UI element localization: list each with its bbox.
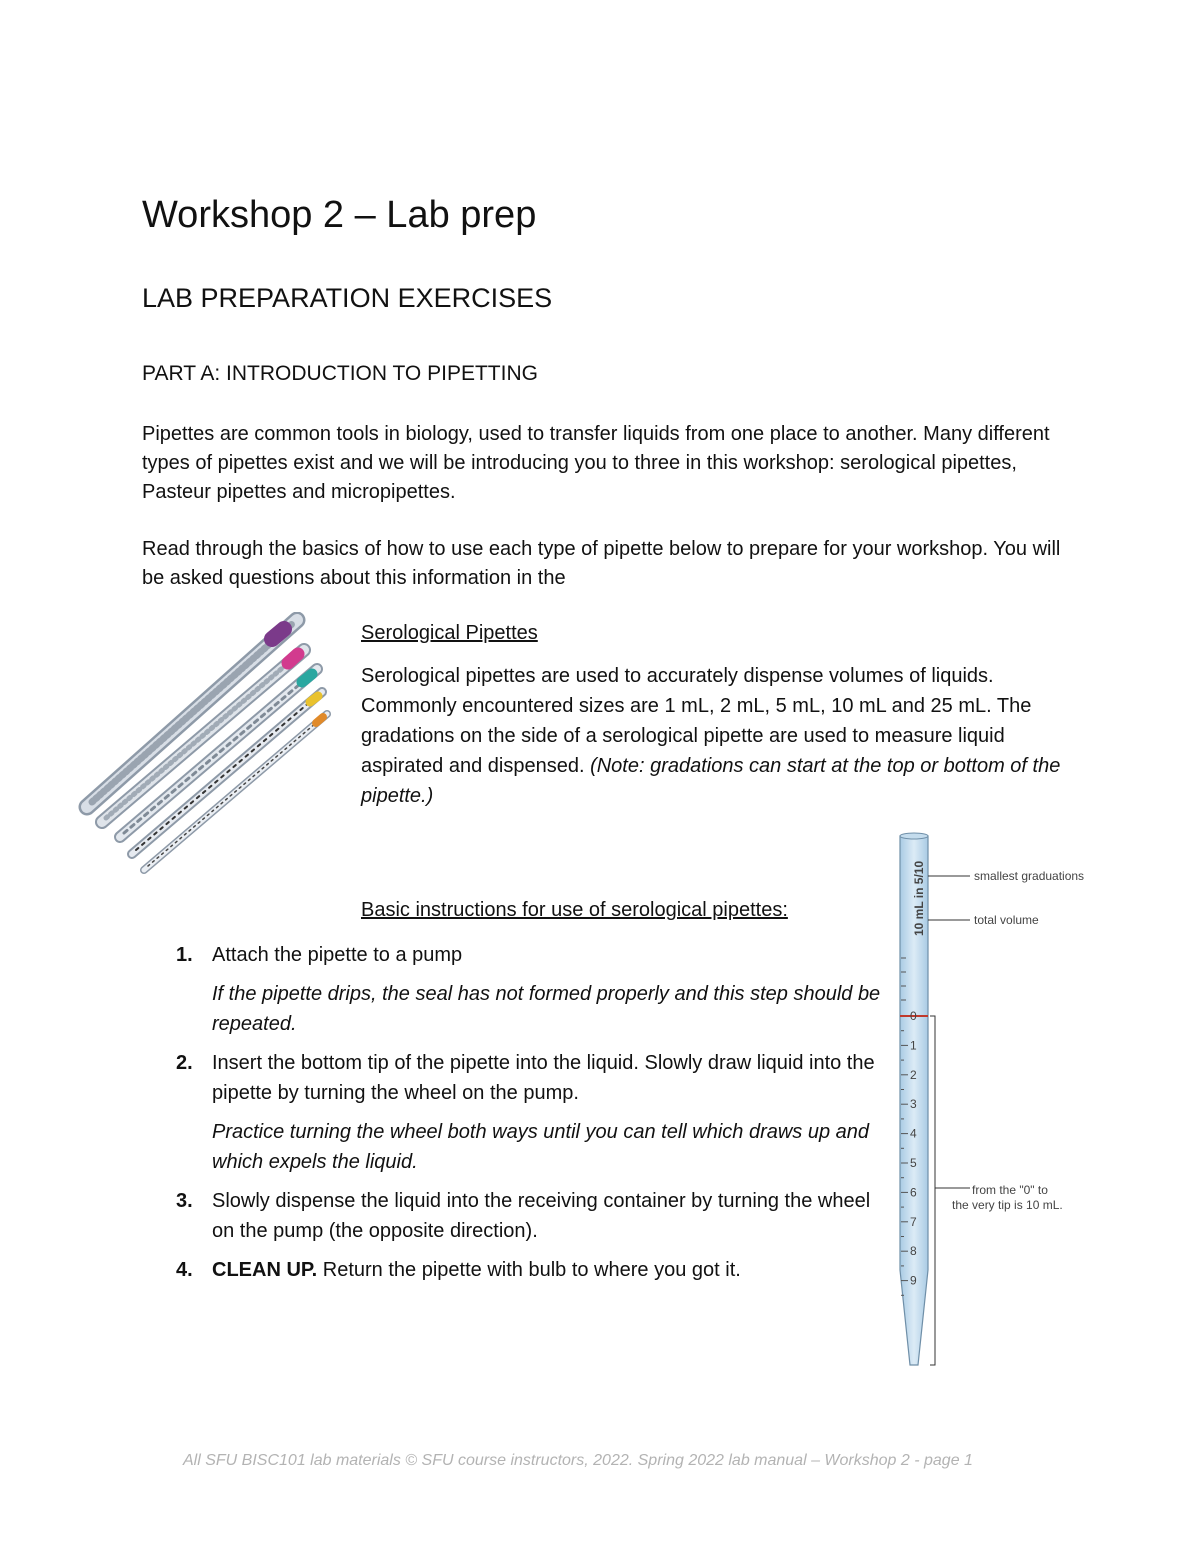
scale-label: 4: [910, 1126, 917, 1141]
label-tip-line-1: from the "0" to: [972, 1183, 1048, 1197]
page-title: Workshop 2 – Lab prep: [142, 194, 537, 236]
scale-label: 8: [910, 1244, 917, 1259]
step-note: Practice turning the wheel both ways until you can tell which draws up and which expels the liquid.: [212, 1121, 870, 1173]
step-number: 3.: [176, 1190, 193, 1212]
label-tip-line-2: the very tip is 10 mL.: [952, 1198, 1063, 1212]
serological-heading: Serological Pipettes: [361, 622, 538, 644]
pipette-printed-text: 10 mL in 5/10: [912, 860, 926, 936]
instruction-steps: [142, 940, 892, 1285]
intro-paragraph-1: Pipettes are common tools in biology, used to transfer liquids from one place to another. Many different types of pipettes exist and we will be introducing you to three in this workshop: serological pipettes, Pasteur pipettes and micropipettes.: [142, 423, 1050, 503]
step-bold: CLEAN UP.: [212, 1259, 318, 1281]
step-item: [142, 1255, 892, 1285]
scale-label: 6: [910, 1185, 917, 1200]
step-number: 2.: [176, 1052, 193, 1074]
label-total-volume: total volume: [974, 913, 1039, 927]
scale-label: 5: [910, 1156, 917, 1170]
scale-label: 0: [910, 1009, 917, 1023]
scale-label: 1: [910, 1038, 917, 1053]
step-text: [212, 1255, 892, 1285]
part-heading: PART A: INTRODUCTION TO PIPETTING: [142, 362, 538, 385]
intro-paragraph-2: Read through the basics of how to use each type of pipette below to prepare for your workshop. You will be asked questions about this information in the: [142, 538, 1061, 589]
label-smallest-graduations: smallest graduations: [974, 869, 1085, 883]
scale-label: 9: [910, 1273, 917, 1288]
step-number: 1.: [176, 944, 193, 966]
scale-label: 7: [910, 1214, 917, 1229]
step-text: Attach the pipette to a pump: [212, 944, 463, 966]
step-item: [142, 1048, 892, 1177]
step-note: If the pipette drips, the seal has not formed properly and this step should be repeated.: [212, 983, 881, 1035]
step-rest: Return the pipette with bulb to where you got it.: [317, 1259, 741, 1281]
step-text: Insert the bottom tip of the pipette into the liquid. Slowly draw liquid into the pipette by turning the wheel on the pump.: [212, 1052, 875, 1104]
scale-label: 2: [910, 1067, 917, 1082]
serological-note: (Note: gradations can start at the top or bottom of the pipette.): [361, 755, 1061, 807]
step-item: [142, 940, 892, 1039]
page-footer: All SFU BISC101 lab materials © SFU course instructors, 2022. Spring 2022 lab manual – Workshop 2 - page 1: [183, 1452, 973, 1469]
pipette-diagram: [890, 830, 1090, 1375]
serological-pipettes-image: [72, 612, 332, 882]
instructions-heading: Basic instructions for use of serological pipettes:: [361, 899, 788, 921]
section-heading: LAB PREPARATION EXERCISES: [142, 283, 553, 313]
scale-label: 3: [910, 1097, 917, 1112]
step-text: Slowly dispense the liquid into the receiving container by turning the wheel on the pump (the opposite direction).: [212, 1190, 871, 1242]
serological-body: Serological pipettes are used to accurately dispense volumes of liquids. Commonly encountered sizes are 1 mL, 2 mL, 5 mL, 10 mL and 25 mL. The gradations on the side of a serological pipette are used to measure liquid aspirated and dispensed.: [361, 665, 1032, 777]
serological-text: [361, 661, 1061, 811]
step-number: 4.: [176, 1259, 193, 1281]
step-item: [142, 1186, 892, 1246]
